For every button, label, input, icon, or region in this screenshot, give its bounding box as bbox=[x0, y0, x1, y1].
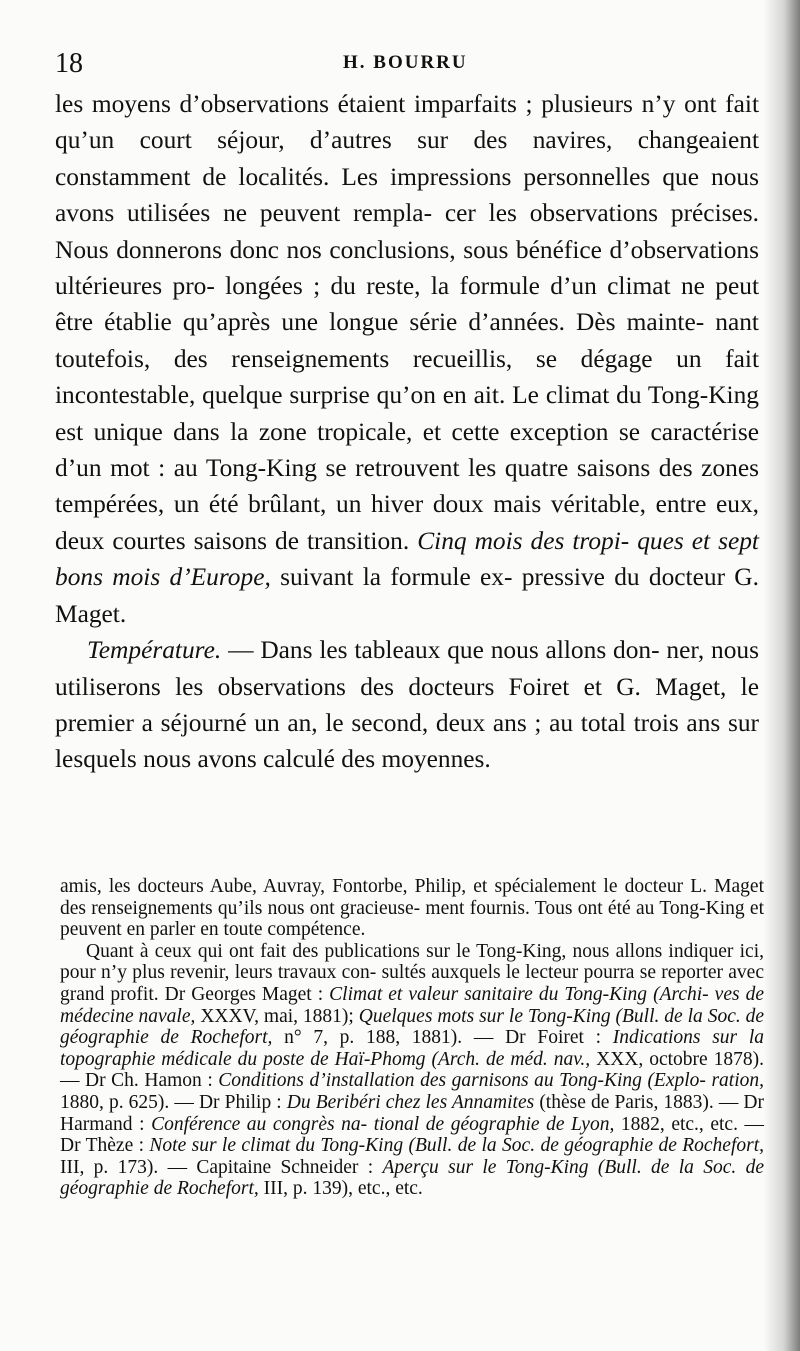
citation-title: Indications sur la topographie médicale du poste de Haï-Phomg (Arch. de méd. nav., bbox=[60, 1027, 764, 1070]
footnote-text: III, p. 139), etc., etc. bbox=[263, 1178, 423, 1200]
footnotes bbox=[60, 876, 764, 1200]
italic-phrase: Cinq mois des tropi- ques et sept bons mois d’Europe, bbox=[55, 526, 759, 592]
footnote-paragraph bbox=[60, 941, 764, 1200]
page-number: 18 bbox=[55, 48, 83, 79]
footnote-text: (thèse de Paris, 1883). — Dr Harmand : bbox=[60, 1091, 765, 1135]
body-text bbox=[55, 86, 759, 778]
footnote-text: amis, les docteurs Aube, Auvray, Fontorbe, Philip, et spécialement le docteur L. Maget des renseignements qu’ils nous ont gracieuse- ment fournis. Tous ont été au Tong-King et peuvent en parler en toute compétence. bbox=[60, 876, 764, 941]
paragraph-text: suivant la formule ex- pressive du docteur G. Maget. bbox=[55, 563, 759, 628]
citation-title: Aperçu sur le Tong-King (Bull. de la Soc. de géographie de Rochefort, bbox=[60, 1156, 765, 1200]
footnote-text: XXXV, mai, 1881); bbox=[200, 1005, 354, 1027]
paragraph-text: les moyens d’observations étaient imparfaits ; plusieurs n’y ont fait qu’un court séjour, d’autres sur des navires, changeaient constamment de localités. Les impressions personnelles que nous avons utilisées ne peuvent rempla- cer les observations précises. Nous donnerons donc nos conclusions, sous bénéfice d’observations ultérieures pro- longées ; du reste, la formule d’un climat ne peut être établie qu’après une longue série d’années. Dès mainte- nant toutefois, des renseignements recueillis, se dégage un fait incontestable, quelque surprise qu’on en ait. Le climat du Tong-King est unique dans la zone tropicale, et cette exception se caractérise d’un mot : au Tong-King se retrouvent les quatre saisons des zones tempérées, un été brûlant, un hiver doux mais véritable, entre eux, deux courtes saisons de transition. bbox=[55, 90, 759, 555]
citation-title: Note sur le climat du Tong-King (Bull. de la Soc. de géographie de Rochefort, bbox=[149, 1135, 764, 1157]
citation-title: Conférence au congrès na- tional de géographie de Lyon, bbox=[151, 1113, 615, 1135]
paragraph bbox=[55, 632, 759, 778]
footnote-text: n° 7, p. 188, 1881). — Dr Foiret : bbox=[284, 1027, 602, 1049]
running-head: H. BOURRU bbox=[343, 52, 468, 73]
page-edge-shadow bbox=[764, 0, 800, 1351]
footnote-text: Quant à ceux qui ont fait des publications sur le Tong-King, nous allons indiquer ici, pour n’y plus revenir, leurs travaux con- sultés auxquels le lecteur pourra se reporter avec grand profit. Dr Georges Maget : bbox=[60, 940, 764, 1005]
paragraph-text: — Dans les tableaux que nous allons don- ner, nous utiliserons les observations des docteurs Foiret et G. Maget, le premier a séjourné un an, le second, deux ans ; au total trois ans sur lesquels nous avons calculé des moyennes. bbox=[55, 636, 759, 774]
footnote-text: 1880, p. 625). — Dr Philip : bbox=[60, 1091, 282, 1113]
footnote-text: 1882, etc., etc. — Dr Thèze : bbox=[60, 1113, 765, 1157]
citation-title: Conditions d’installation des garnisons au Tong-King (Explo- ration, bbox=[218, 1070, 765, 1092]
citation-title: Quelques mots sur le Tong-King (Bull. de la Soc. de géographie de Rochefort, bbox=[60, 1005, 765, 1049]
citation-title: Du Beribéri chez les Annamites bbox=[286, 1091, 535, 1113]
page-header bbox=[55, 48, 755, 82]
citation-title: Climat et valeur sanitaire du Tong-King (Archi- ves de médecine navale, bbox=[60, 983, 765, 1027]
footnote-text: XXX, octobre 1878). — Dr Ch. Hamon : bbox=[60, 1048, 765, 1092]
footnote-text: III, p. 173). — Capitaine Schneider : bbox=[60, 1156, 374, 1178]
section-heading-inline: Température. bbox=[87, 636, 222, 665]
footnote-paragraph bbox=[60, 876, 764, 941]
paragraph bbox=[55, 86, 759, 632]
